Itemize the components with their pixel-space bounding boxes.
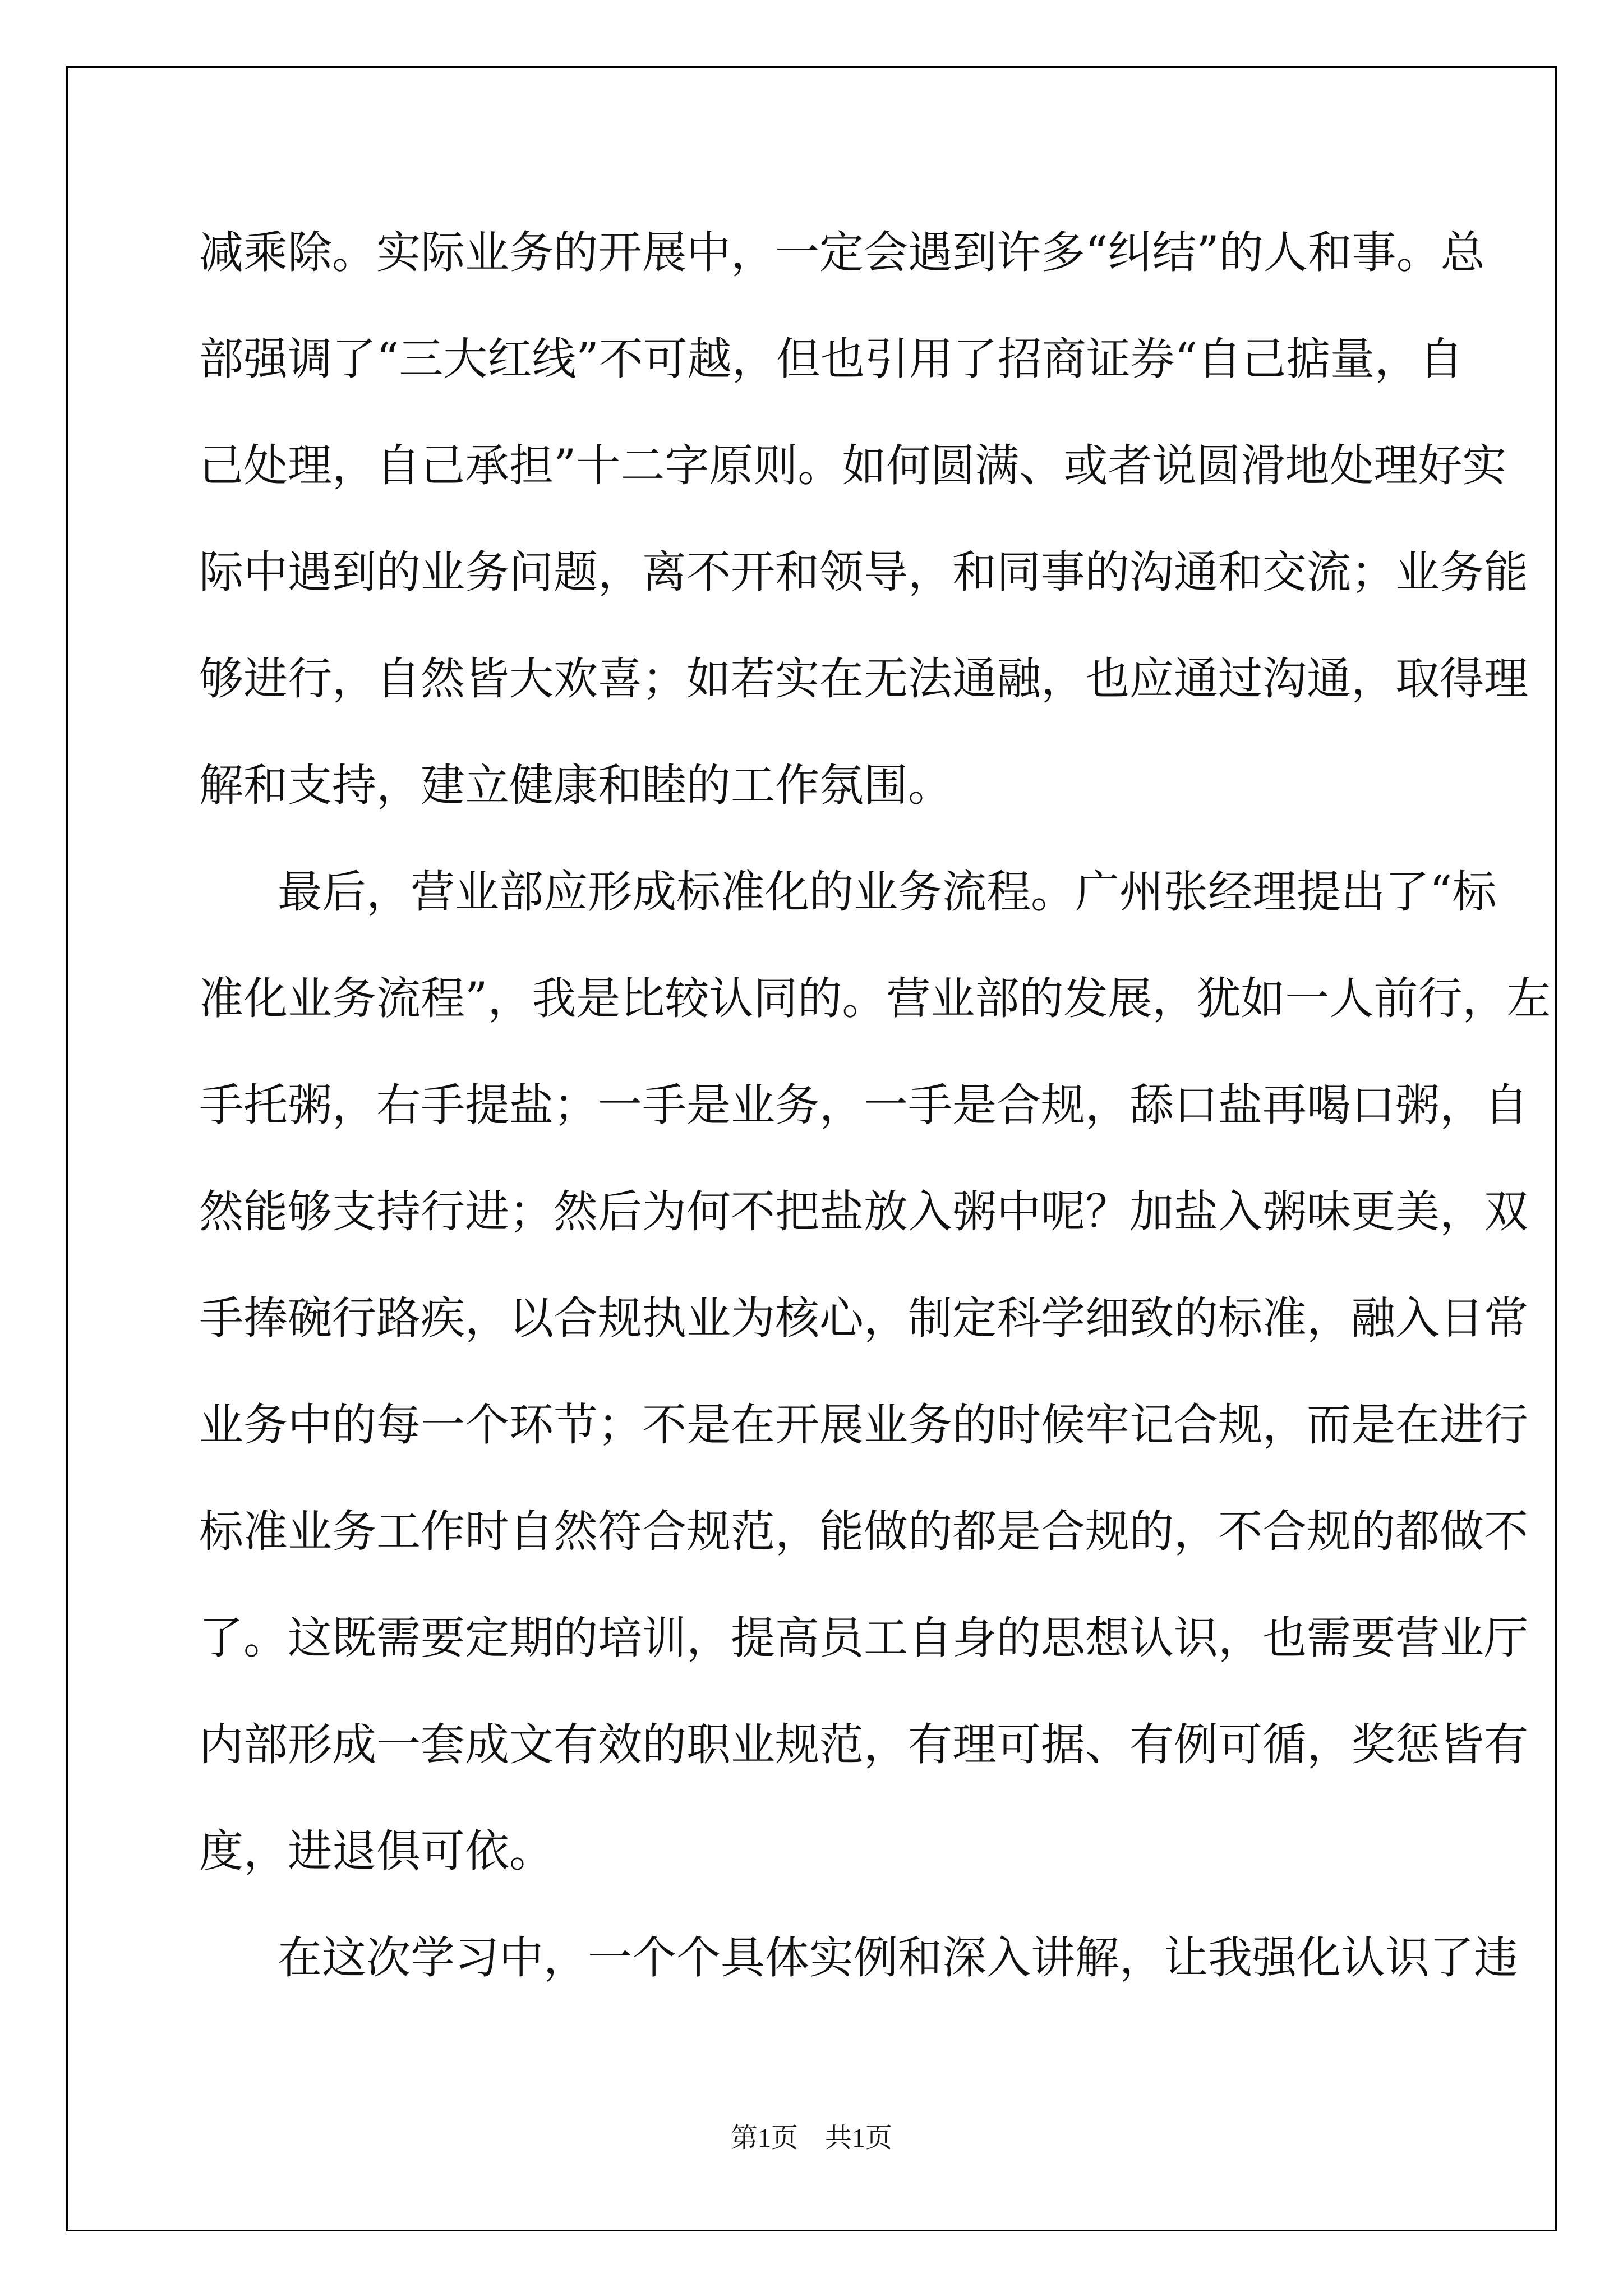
text-line: 度，进退俱可依。 [199,1825,554,1877]
text-line: 手托粥，右手提盐；一手是业务，一手是合规，舔口盐再喝口粥，自 [199,1079,1528,1131]
text-line: 部强调了“三大红线”不可越，但也引用了招商证券“自己掂量，自 [199,333,1464,385]
text-line: 解和支持，建立健康和睦的工作氛围。 [199,760,952,811]
text-line: 了。这既需要定期的培训，提高员工自身的思想认识，也需要营业厅 [199,1612,1528,1664]
paragraph-first-line: 最后，营业部应形成标准化的业务流程。广州张经理提出了“标 [278,866,1497,918]
text-line: 够进行，自然皆大欢喜；如若实在无法通融，也应通过沟通，取得理 [199,653,1528,705]
text-line: 准化业务流程”，我是比较认同的。营业部的发展，犹如一人前行，左 [199,973,1551,1024]
text-line: 己处理，自己承担”十二字原则。如何圆满、或者说圆滑地处理好实 [199,440,1507,491]
text-line: 手捧碗行路疾，以合规执业为核心，制定科学细致的标准，融入日常 [199,1292,1528,1344]
paragraph-first-line: 在这次学习中，一个个具体实例和深入讲解，让我强化认识了违 [278,1932,1518,1984]
page-number-footer: 第1页 共1页 [730,2123,892,2153]
text-line: 际中遇到的业务问题，离不开和领导，和同事的沟通和交流；业务能 [199,546,1528,598]
text-line: 内部形成一套成文有效的职业规范，有理可据、有例可循，奖惩皆有 [199,1719,1528,1770]
page-border [66,66,1557,2231]
text-line: 减乘除。实际业务的开展中，一定会遇到许多“纠结”的人和事。总 [199,227,1485,278]
text-line: 然能够支持行进；然后为何不把盐放入粥中呢？加盐入粥味更美，双 [199,1186,1528,1237]
text-line: 标准业务工作时自然符合规范，能做的都是合规的，不合规的都做不 [199,1506,1528,1557]
text-line: 业务中的每一个环节；不是在开展业务的时候牢记合规，而是在进行 [199,1399,1528,1451]
